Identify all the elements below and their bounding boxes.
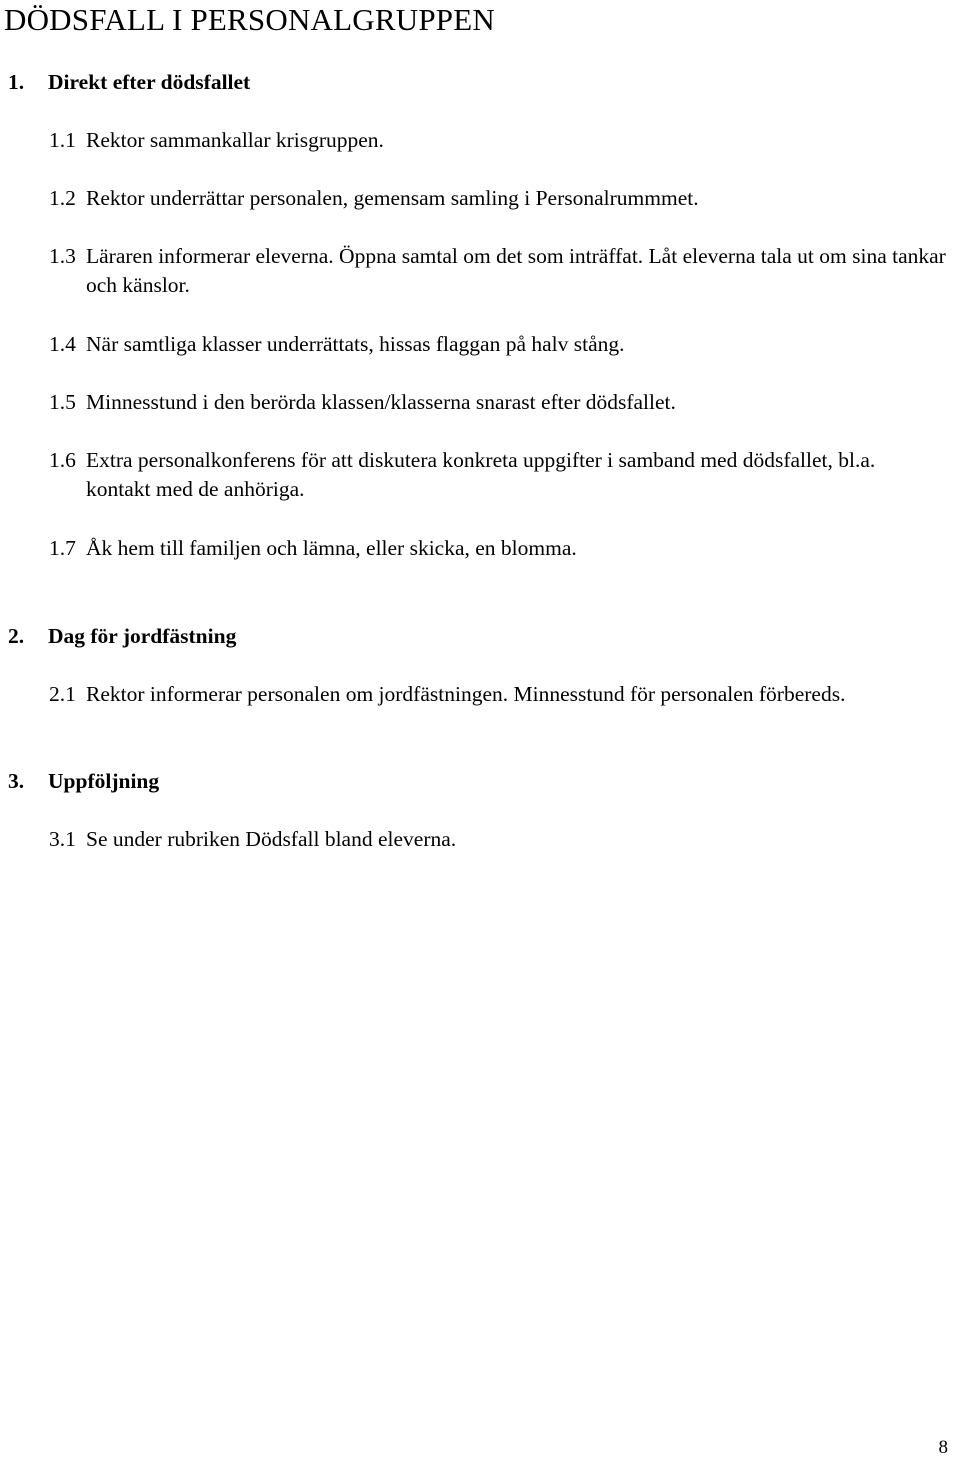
list-item-1-5 [49, 388, 960, 417]
item-text: Läraren informerar eleverna. Öppna samtal om det som inträffat. Låt eleverna tala ut om sina tankar och känslor. [86, 244, 946, 297]
item-number: 1.3 [49, 244, 76, 268]
item-text: Rektor underrättar personalen, gemensam samling i Personalrummmet. [86, 186, 699, 210]
list-item-1-3 [49, 242, 956, 300]
item-number: 1.4 [49, 332, 76, 356]
item-text: Minnesstund i den berörda klassen/klasserna snarast efter dödsfallet. [86, 390, 676, 414]
item-number: 1.6 [49, 448, 76, 472]
section-heading-3 [8, 767, 159, 795]
item-text: Rektor sammankallar krisgruppen. [86, 128, 384, 152]
item-number: 2.1 [49, 682, 76, 706]
item-text: Åk hem till familjen och lämna, eller skicka, en blomma. [86, 536, 577, 560]
item-text: Se under rubriken Dödsfall bland eleverna. [86, 827, 457, 851]
section-number: 3. [8, 769, 25, 793]
item-text: Extra personalkonferens för att diskutera konkreta uppgifter i samband med dödsfallet, bl.a. kontakt med de anhöriga. [86, 448, 876, 501]
section-heading-text: Uppföljning [48, 769, 160, 793]
section-number: 2. [8, 624, 25, 648]
item-number: 1.2 [49, 186, 76, 210]
item-number: 1.5 [49, 390, 76, 414]
item-number: 3.1 [49, 827, 76, 851]
section-heading-text: Direkt efter dödsfallet [48, 70, 251, 94]
section-number: 1. [8, 70, 25, 94]
page-title: DÖDSFALL I PERSONALGRUPPEN [4, 2, 495, 37]
section-heading-2 [8, 622, 236, 650]
item-number: 1.1 [49, 128, 76, 152]
list-item-1-6 [49, 446, 916, 504]
item-text: När samtliga klasser underrättats, hissas flaggan på halv stång. [86, 332, 625, 356]
section-heading-text: Dag för jordfästning [48, 624, 237, 648]
list-item-2-1 [49, 680, 926, 709]
item-text: Rektor informerar personalen om jordfästningen. Minnesstund för personalen förbereds. [86, 682, 846, 706]
page-number: 8 [938, 1437, 948, 1458]
list-item-3-1 [49, 825, 960, 854]
list-item-1-4 [49, 330, 960, 359]
list-item-1-1 [49, 126, 960, 155]
list-item-1-7 [49, 534, 960, 563]
list-item-1-2 [49, 184, 960, 213]
section-heading-1 [8, 68, 250, 96]
item-number: 1.7 [49, 536, 76, 560]
